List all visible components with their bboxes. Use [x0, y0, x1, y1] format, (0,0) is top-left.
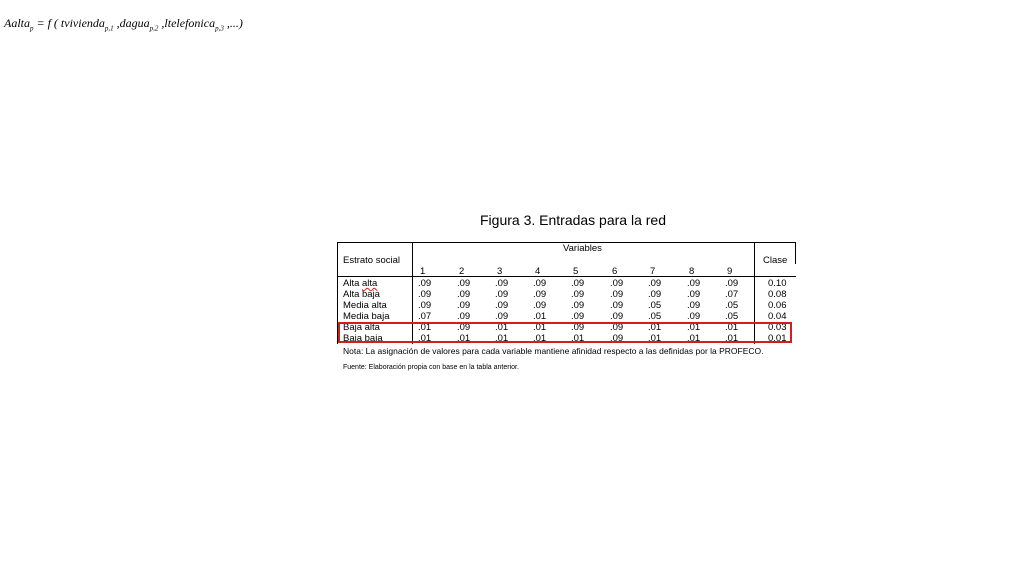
table-cell-value: .09 [610, 300, 624, 311]
row-label-text: Baja baja [343, 333, 383, 344]
table-cell-value: .01 [457, 333, 471, 344]
formula-tail: ,...) [223, 16, 243, 30]
table-cell-value: .07 [725, 289, 739, 300]
variable-number-1: 1 [420, 266, 426, 277]
table-cell-value: .01 [495, 322, 509, 333]
row-label [343, 289, 380, 300]
variable-number-2: 2 [459, 266, 465, 277]
table-cell-clase: 0.06 [768, 300, 787, 311]
formula-lhs: Aalta [4, 16, 30, 30]
table-cell-value: .09 [457, 322, 471, 333]
table-cell-value: .09 [610, 333, 624, 344]
table-cell-value: .09 [457, 311, 471, 322]
row-label [343, 278, 377, 289]
table-cell-clase: 0.08 [768, 289, 787, 300]
row-label [343, 300, 387, 311]
table-cell-value: .09 [648, 278, 662, 289]
table-cell-value: .09 [495, 311, 509, 322]
row-label-text: Alta [343, 278, 363, 289]
table-cell-value: .09 [610, 311, 624, 322]
table-cell-value: .01 [687, 333, 701, 344]
table-cell-value: .09 [610, 289, 624, 300]
table-cell-value: .01 [725, 333, 739, 344]
header-clase: Clase [763, 255, 788, 266]
table-cell-value: .01 [418, 333, 432, 344]
formula-sub1: p,1 [104, 24, 114, 33]
table-cell-value: .09 [418, 300, 432, 311]
formula-mid2: ,ltelefonica [158, 16, 216, 30]
table-cell-value: .09 [571, 289, 585, 300]
formula-sub3: p,3 [215, 24, 224, 33]
table-cell-value: .09 [495, 278, 509, 289]
table-cell-value: .09 [725, 278, 739, 289]
row-label-text: Baja alta [343, 322, 380, 333]
table-cell-value: .05 [648, 311, 662, 322]
row-label-text: Media baja [343, 311, 390, 322]
table-cell-value: .09 [571, 300, 585, 311]
table-cell-clase: 0.01 [768, 333, 787, 344]
table-cell-value: .09 [648, 289, 662, 300]
table-cell-clase: 0.10 [768, 278, 787, 289]
figure-title: Figura 3. Entradas para la red [480, 212, 666, 228]
row-label [343, 311, 389, 322]
row-label-text: Media alta [343, 300, 387, 311]
table-cell-value: .05 [648, 300, 662, 311]
table-cell-value: .09 [610, 322, 624, 333]
table-cell-value: .09 [533, 300, 547, 311]
table-cell-value: .01 [725, 322, 739, 333]
table-cell-value: .01 [418, 322, 432, 333]
variable-number-7: 7 [650, 266, 656, 277]
table-cell-value: .09 [687, 311, 701, 322]
table-cell-value: .09 [457, 289, 471, 300]
table-cell-value: .05 [725, 300, 739, 311]
table-cell-value: .09 [687, 278, 701, 289]
model-formula [4, 16, 243, 32]
variable-number-5: 5 [573, 266, 579, 277]
table-cell-value: .09 [610, 278, 624, 289]
table-cell-value: .09 [571, 311, 585, 322]
formula-mid1: ,dagua [113, 16, 150, 30]
table-cell-clase: 0.03 [768, 322, 787, 333]
table-cell-value: .09 [457, 300, 471, 311]
table-cell-value: .09 [418, 289, 432, 300]
table-right-border [795, 242, 796, 264]
table-note: Nota: La asignación de valores para cada variable mantiene afinidad respecto a las definidas por la PROFECO. [343, 346, 764, 356]
table-cell-value: .05 [725, 311, 739, 322]
variable-number-8: 8 [689, 266, 695, 277]
header-variables: Variables [563, 243, 602, 254]
table-cell-value: .01 [648, 333, 662, 344]
table-cell-value: .01 [533, 311, 547, 322]
table-cell-value: .09 [687, 300, 701, 311]
variable-number-4: 4 [535, 266, 541, 277]
table-cell-value: .01 [533, 333, 547, 344]
table-cell-value: .01 [648, 322, 662, 333]
variable-number-3: 3 [497, 266, 503, 277]
table-cell-value: .01 [495, 333, 509, 344]
table-cell-value: .09 [687, 289, 701, 300]
table-cell-value: .01 [571, 333, 585, 344]
table-cell-value: .01 [533, 322, 547, 333]
table-cell-value: .09 [457, 278, 471, 289]
formula-sub2: p,2 [149, 24, 159, 33]
table-cell-value: .09 [533, 289, 547, 300]
variable-number-9: 9 [727, 266, 733, 277]
table-cell-value: .09 [571, 322, 585, 333]
row-label-spellcheck-word: alta [362, 278, 378, 289]
table-cell-value: .09 [495, 300, 509, 311]
table-cell-value: .07 [418, 311, 432, 322]
table-cell-value: .09 [571, 278, 585, 289]
formula-eq-open: = f ( tvivienda [33, 16, 105, 30]
variable-number-6: 6 [612, 266, 618, 277]
table-cell-value: .09 [495, 289, 509, 300]
header-estrato-social: Estrato social [343, 255, 401, 266]
table-cell-clase: 0.04 [768, 311, 787, 322]
table-cell-value: .01 [687, 322, 701, 333]
row-label-text: Alta baja [343, 289, 380, 300]
highlight-box-baja-rows [338, 322, 792, 343]
formula-lhs-sub: p [30, 24, 34, 33]
table-source: Fuente: Elaboración propia con base en la tabla anterior. [343, 364, 519, 371]
table-cell-value: .09 [418, 278, 432, 289]
table-cell-value: .09 [533, 278, 547, 289]
